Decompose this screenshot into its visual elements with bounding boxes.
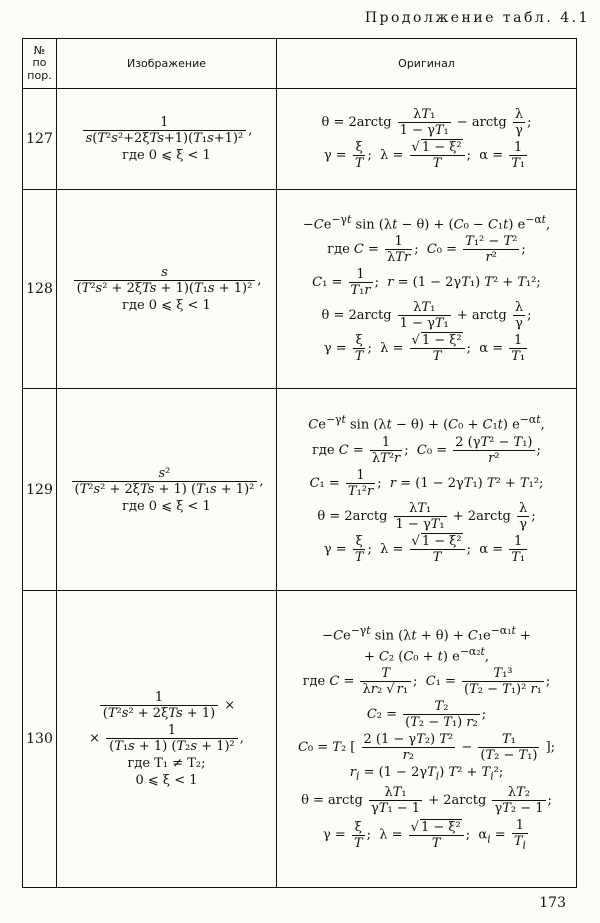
image-condition: где 0 ⩽ ξ < 1 <box>122 148 211 163</box>
original-formula-line: C₀ = T₂ [ $\frac{\text{2 (1 − γT₂) T²}}{\text{r₂}}$ − $\frac{\text{T₁}}{\text{(T₂ − T₁)}}$ ]; <box>297 731 556 763</box>
original-formula-line: где C = $\frac{1}{\text{λT²r}}$ ; C₀ = $\frac{\text{2 (γT² − T₁)}}{\text{r²}}$ ; <box>312 434 541 466</box>
image-formula: $\frac{1}{\text{s(T²s²+2ξTs+1)(T₁s+1)²}}$ , <box>57 116 276 145</box>
image-condition: 0 ⩽ ξ < 1 <box>135 773 198 788</box>
original-formula-line: C₁ = $\frac{1}{\text{T₁²r}}$ ; r = (1 − 2γT₁) T² + T₁²; <box>309 467 544 499</box>
image-cell <box>57 89 277 190</box>
column-header-image: Изображение <box>57 39 277 89</box>
page-number: 173 <box>539 895 566 911</box>
table-header-row <box>23 39 577 89</box>
image-formula: $\frac{s}{\text{(T²s² + 2ξTs + 1)(T₁s + 1)²}}$ , <box>57 266 276 295</box>
table-row <box>23 190 577 389</box>
row-number: 127 <box>23 89 57 190</box>
original-formula-line: C₂ = $\frac{\text{T₂}}{\text{(T₂ − T₁) r₂}}$ ; <box>366 698 487 730</box>
original-formula-line: γ = $\frac{\xi}{T}$ ; λ = $\frac{\text{√ 1 − ξ²}}{T}$ ; $\alpha_i$ = $\frac{1}{T_i}$ <box>323 818 526 852</box>
original-formula-line: $-Ce^{-\gamma t}$ sin (λt − θ) + (C₀ − C₁t) $e^{-\alpha t}$, <box>302 212 551 233</box>
image-cell <box>57 591 277 888</box>
image-formula: $\frac{\text{s²}}{\text{(T²s² + 2ξTs + 1) (T₁s + 1)²}}$ , <box>57 467 276 496</box>
table-row <box>23 89 577 190</box>
original-cell <box>277 591 577 888</box>
original-formula-line: C₁ = $\frac{1}{\text{T₁r}}$ ; r = (1 − 2γT₁) T² + T₁²; <box>312 267 541 299</box>
table-row <box>23 591 577 888</box>
original-formula-line: θ = 2arctg $\frac{\text{λT₁}}{\text{1 − γT₁}}$ − arctg $\frac{\lambda}{\gamma}$ ; <box>321 107 532 138</box>
original-formula-line: + C₂ (C₀ + t) $e^{-\alpha_2t}$, <box>363 644 490 664</box>
image-formula: $\frac{1}{\text{(T²s² + 2ξTs + 1)}}$ × <box>57 691 276 720</box>
column-header-original: Оригинал <box>277 39 577 89</box>
original-formula-line: $Ce^{-\gamma t}$ sin (λt − θ) + (C₀ + C₁t) $e^{-\alpha t}$, <box>308 413 545 433</box>
image-condition: где T₁ ≠ T₂; <box>127 756 206 771</box>
image-cell <box>57 190 277 389</box>
original-formula-line: где C = $\frac{T}{\text{λr₂ √ r₁}}$ ; C₁ = $\frac{\text{T₁³}}{\text{(T₂ − T₁)² r₁}}$ ; <box>302 665 551 697</box>
table-row <box>23 389 577 591</box>
original-formula-line: где C = $\frac{1}{\text{λTr}}$ ; C₀ = $\frac{\text{T₁² − T²}}{\text{r²}}$ ; <box>327 234 526 266</box>
row-number: 128 <box>23 190 57 389</box>
column-header-number-line: по <box>32 56 47 70</box>
original-formula-line: θ = arctg $\frac{\text{λT₁}}{\text{γT₁ − 1}}$ + 2arctg $\frac{\text{λT₂}}{\text{γT₂ − 1}}$ ; <box>301 785 552 817</box>
column-header-number-line: № <box>33 43 46 57</box>
transform-table <box>22 38 577 888</box>
original-cell <box>277 89 577 190</box>
image-cell <box>57 389 277 591</box>
original-cell <box>277 190 577 389</box>
continuation-header: Продолжение табл. 4.1 <box>364 10 590 26</box>
image-condition: где 0 ⩽ ξ < 1 <box>122 298 211 313</box>
image-formula: × $\frac{1}{\text{(T₁s + 1) (T₂s + 1)²}}$ , <box>89 723 244 754</box>
row-number: 130 <box>23 591 57 888</box>
original-formula-line: γ = $\frac{\xi}{T}$ ; λ = $\frac{\text{√ 1 − ξ²}}{T}$ ; α = $\frac{1}{\text{T₁}}$ <box>323 333 526 365</box>
column-header-number <box>23 39 57 89</box>
original-cell <box>277 389 577 591</box>
original-formula-line: γ = $\frac{\xi}{T}$ ; λ = $\frac{\text{√ 1 − ξ²}}{T}$ ; α = $\frac{1}{\text{T₁}}$ <box>323 140 526 171</box>
original-formula-line: γ = $\frac{\xi}{T}$ ; λ = $\frac{\text{√ 1 − ξ²}}{T}$ ; α = $\frac{1}{\text{T₁}}$ <box>323 533 526 565</box>
original-formula-line: θ = 2arctg $\frac{\text{λT₁}}{\text{1 − γT₁}}$ + arctg $\frac{\lambda}{\gamma}$ ; <box>321 300 532 332</box>
column-header-number-line: пор. <box>27 68 52 82</box>
original-formula-line: θ = 2arctg $\frac{\text{λT₁}}{\text{1 − γT₁}}$ + 2arctg $\frac{\lambda}{\gamma}$ ; <box>317 500 536 532</box>
original-formula-line: $-Ce^{-\gamma t}$ $\sin (\lambda t + \theta) + C_1e^{-\alpha_1t}$ + <box>322 624 531 644</box>
row-number: 129 <box>23 389 57 591</box>
image-condition: где 0 ⩽ ξ < 1 <box>122 498 211 514</box>
original-formula-line: $r_i = (1 - 2\gamma T_i) T^2 + T_i^2$; <box>349 764 504 783</box>
